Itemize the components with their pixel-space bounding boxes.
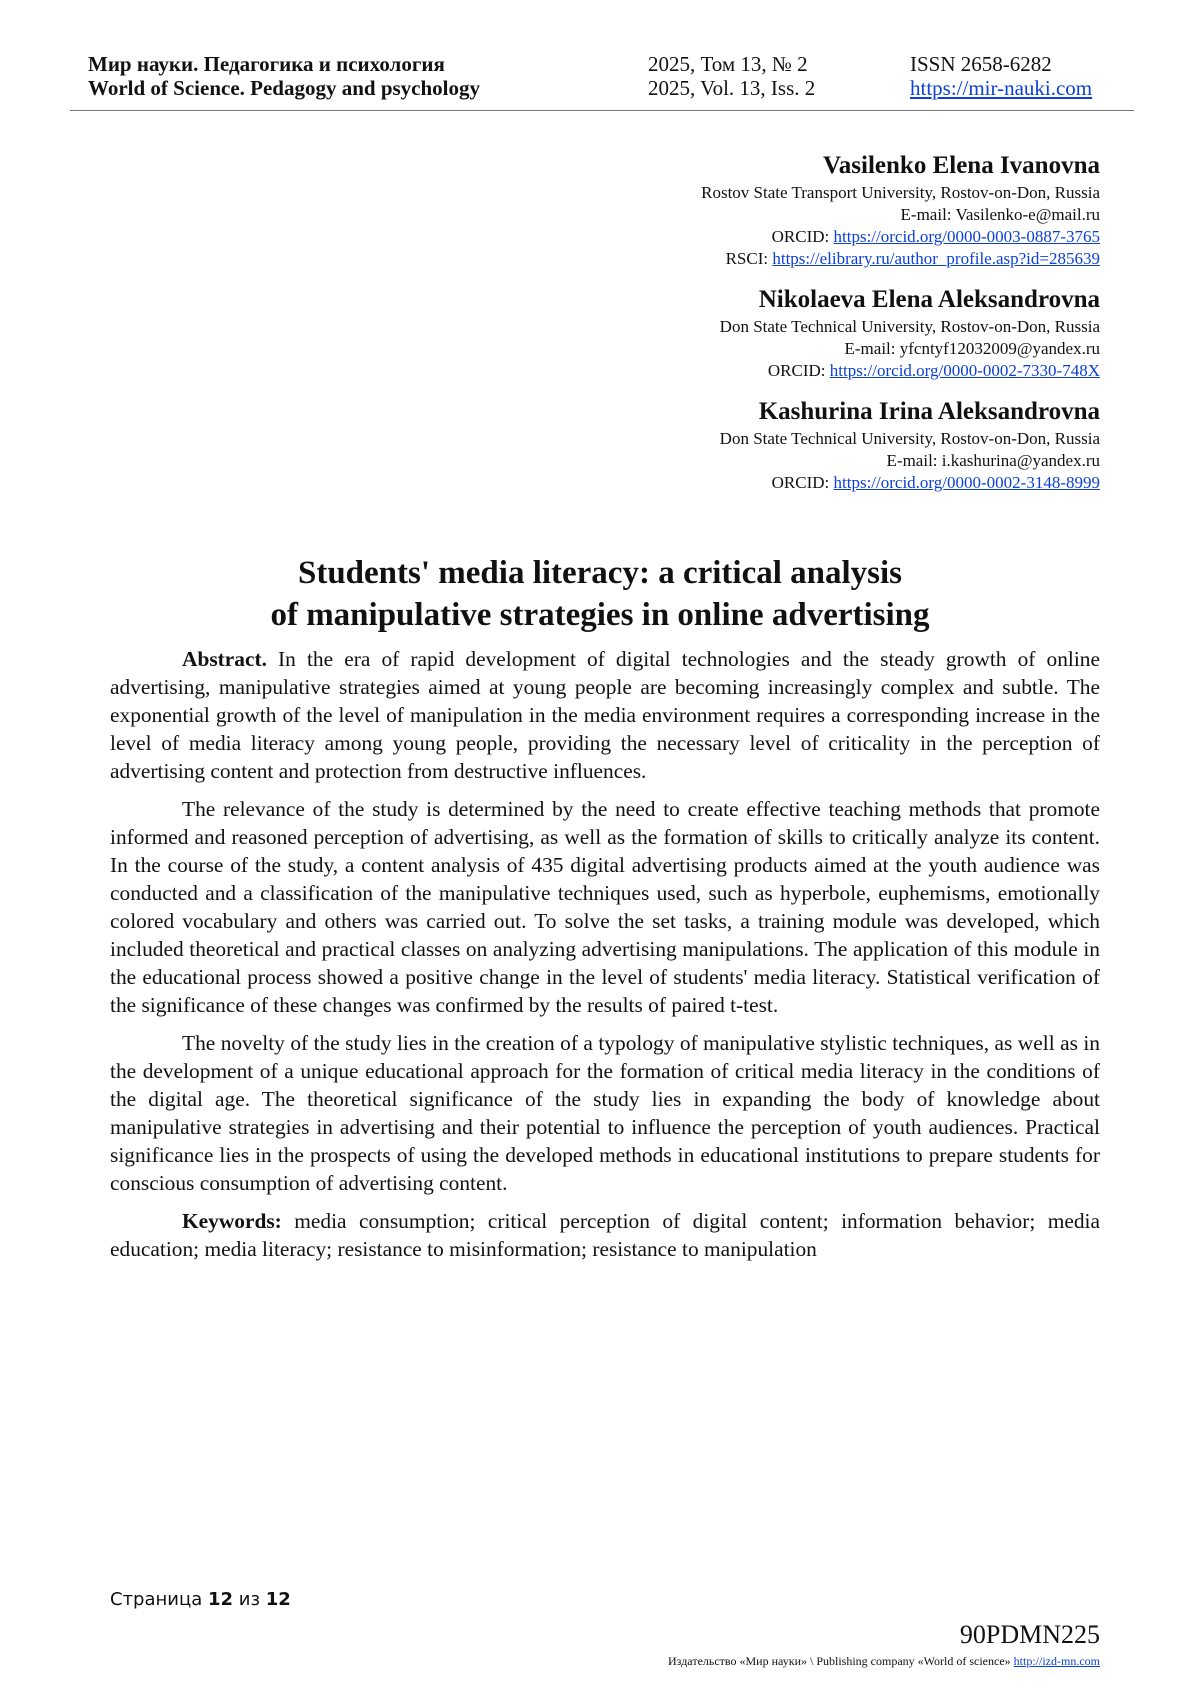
abstract-paragraph-1 <box>110 645 1100 785</box>
page-number <box>110 1589 291 1610</box>
author-list <box>701 150 1100 508</box>
journal-site-link[interactable]: https://mir-nauki.com <box>910 76 1093 100</box>
author-affiliation: Don State Technical University, Rostov-on-Don, Russia <box>719 317 1100 336</box>
author-name: Kashurina Irina Aleksandrovna <box>758 398 1100 425</box>
title-line-1: Students' media literacy: a critical analysis <box>297 555 903 591</box>
page-current: 12 <box>207 1589 234 1610</box>
orcid-label: ORCID: <box>767 361 830 380</box>
keywords-paragraph <box>110 1207 1100 1263</box>
author-block <box>701 150 1100 270</box>
publisher-link[interactable]: http://izd-mn.com <box>1013 1654 1100 1668</box>
rsci-label: RSCI: <box>725 249 773 268</box>
page-word: Страница <box>110 1589 208 1610</box>
author-name: Nikolaeva Elena Aleksandrovna <box>758 286 1100 313</box>
author-orcid <box>701 226 1100 248</box>
author-affiliation: Rostov State Transport University, Rostov-on-Don, Russia <box>701 183 1100 202</box>
journal-title <box>88 52 480 100</box>
author-email: E-mail: Vasilenko-e@mail.ru <box>900 205 1100 224</box>
orcid-link[interactable]: https://orcid.org/0000-0002-7330-748X <box>829 361 1100 380</box>
author-email: E-mail: i.kashurina@yandex.ru <box>886 451 1100 470</box>
rsci-link[interactable]: https://elibrary.ru/author_profile.asp?id=285639 <box>772 249 1100 268</box>
keywords-label: Keywords: <box>182 1209 282 1233</box>
author-block <box>701 396 1100 494</box>
orcid-link[interactable]: https://orcid.org/0000-0003-0887-3765 <box>833 227 1100 246</box>
orcid-link[interactable]: https://orcid.org/0000-0002-3148-8999 <box>833 473 1100 492</box>
publisher-line <box>668 1654 1100 1669</box>
issue-en: 2025, Vol. 13, Iss. 2 <box>648 76 816 100</box>
abstract-paragraph-2: The relevance of the study is determined by the need to create effective teaching methods that promote informed and reasoned perception of advertising, as well as the formation of skills to critically analyze its content. In the course of the study, a content analysis of 435 digital advertising products aimed at the youth audience was conducted and a classification of the manipulative techniques used, such as hyperbole, euphemisms, emotionally colored vocabulary and others was carried out. To solve the set tasks, a training module was developed, which included theoretical and practical classes on analyzing advertising manipulations. The application of this module in the educational process showed a positive change in the level of students' media literacy. Statistical verification of the significance of these changes was confirmed by the results of paired t-test. <box>110 797 1100 1017</box>
author-name: Vasilenko Elena Ivanovna <box>823 152 1100 179</box>
orcid-label: ORCID: <box>771 227 834 246</box>
issn-block <box>910 52 1092 100</box>
issue-info <box>648 52 815 100</box>
page-of-word: из <box>233 1589 266 1610</box>
title-line-2: of manipulative strategies in online advertising <box>270 597 930 633</box>
article-code: 90PDMN225 <box>959 1620 1100 1649</box>
journal-title-ru: Мир науки. Педагогика и психология <box>88 52 445 76</box>
page-total: 12 <box>265 1589 291 1610</box>
keywords-text: media consumption; critical perception of digital content; information behavior; media education; media literacy; resistance to misinformation; resistance to manipulation <box>110 1209 1100 1261</box>
publisher-text: Издательство «Мир науки» \ Publishing company «World of science» <box>668 1654 1014 1668</box>
issn: ISSN 2658-6282 <box>910 52 1052 76</box>
abstract-text-1: In the era of rapid development of digital technologies and the steady growth of online advertising, manipulative strategies aimed at young people are becoming increasingly complex and subtle. The exponential growth of the level of manipulation in the media environment requires a corresponding increase in the level of media literacy among young people, providing the necessary level of criticality in the perception of advertising content and protection from destructive influences. <box>110 647 1100 783</box>
header-divider <box>70 110 1134 111</box>
abstract-label: Abstract. <box>182 647 267 671</box>
issue-ru: 2025, Том 13, № 2 <box>648 52 808 76</box>
article-body <box>110 645 1100 1273</box>
abstract-paragraph-3: The novelty of the study lies in the creation of a typology of manipulative stylistic techniques, as well as in the development of a unique educational approach for the formation of critical media literacy in the conditions of the digital age. The theoretical significance of the study lies in expanding the body of knowledge about manipulative strategies in advertising and their potential to influence the perception of youth audiences. Practical significance lies in the prospects of using the developed methods in educational institutions to prepare students for conscious consumption of advertising content. <box>110 1031 1100 1195</box>
author-block <box>701 284 1100 382</box>
author-orcid <box>701 472 1100 494</box>
author-orcid <box>701 360 1100 382</box>
journal-title-en: World of Science. Pedagogy and psychology <box>88 76 481 100</box>
author-affiliation: Don State Technical University, Rostov-on-Don, Russia <box>719 429 1100 448</box>
article-title <box>100 552 1100 636</box>
author-rsci <box>701 248 1100 270</box>
author-email: E-mail: yfcntyf12032009@yandex.ru <box>844 339 1100 358</box>
orcid-label: ORCID: <box>771 473 834 492</box>
